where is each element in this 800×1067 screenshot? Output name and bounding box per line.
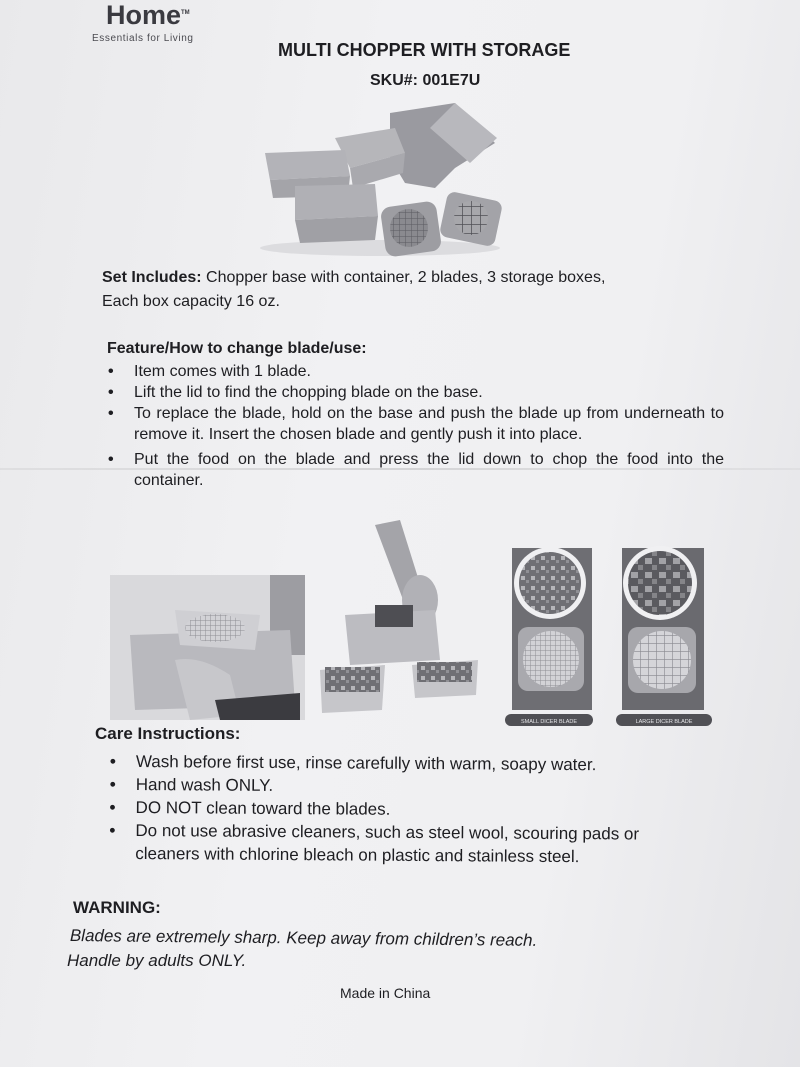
warning-line2: Handle by adults ONLY.	[67, 951, 247, 970]
small-dicer-blade-card	[512, 547, 592, 710]
care-heading: Care Instructions:	[95, 724, 241, 743]
usage-photos	[0, 515, 720, 730]
photo-chopper-in-use	[110, 575, 305, 720]
set-includes-label: Set Includes:	[102, 269, 202, 286]
large-dicer-blade-card	[622, 546, 704, 710]
made-in-label: Made in China	[340, 985, 431, 1001]
care-list	[135, 750, 746, 869]
photo-chopper-with-boxes	[320, 520, 478, 713]
list-item: • Item comes with 1 blade.	[134, 361, 724, 382]
logo-tagline: Essentials for Living	[92, 33, 194, 44]
logo-home: Home™	[106, 0, 190, 30]
features-heading: Feature/How to change blade/use:	[107, 340, 367, 357]
list-item: • Hand wash ONLY.	[136, 773, 746, 800]
large-blade-label: LARGE DICER BLADE	[635, 719, 693, 725]
list-item: • Wash before first use, rinse carefully with warm, soapy water.	[136, 750, 746, 777]
list-item: • Put the food on the blade and press the lid down to chop the food into the container.	[134, 449, 724, 491]
product-title: MULTI CHOPPER WITH STORAGE	[278, 40, 571, 60]
warning-heading: WARNING:	[73, 898, 161, 917]
warning-line1: Blades are extremely sharp. Keep away from children’s reach.	[69, 925, 538, 950]
list-item: • Lift the lid to find the chopping blade on the base.	[134, 382, 724, 403]
features-list	[134, 361, 724, 491]
set-includes-line2: Each box capacity 16 oz.	[102, 293, 280, 310]
small-blade-label: SMALL DICER BLADE	[520, 719, 578, 725]
list-item: • To replace the blade, hold on the base and push the blade up from underneath to remove it. Insert the chosen blade and gently push it into place.	[134, 403, 724, 445]
product-set-illustration	[255, 98, 505, 258]
list-item: • DO NOT clean toward the blades.	[136, 796, 746, 823]
product-sku: SKU#: 001E7U	[370, 72, 481, 89]
set-includes-line1: Set Includes: Chopper base with container, 2 blades, 3 storage boxes,	[102, 269, 606, 286]
list-item: • Do not use abrasive cleaners, such as steel wool, scouring pads or cleaners with chlorine bleach on plastic and stainless steel.	[135, 819, 705, 869]
